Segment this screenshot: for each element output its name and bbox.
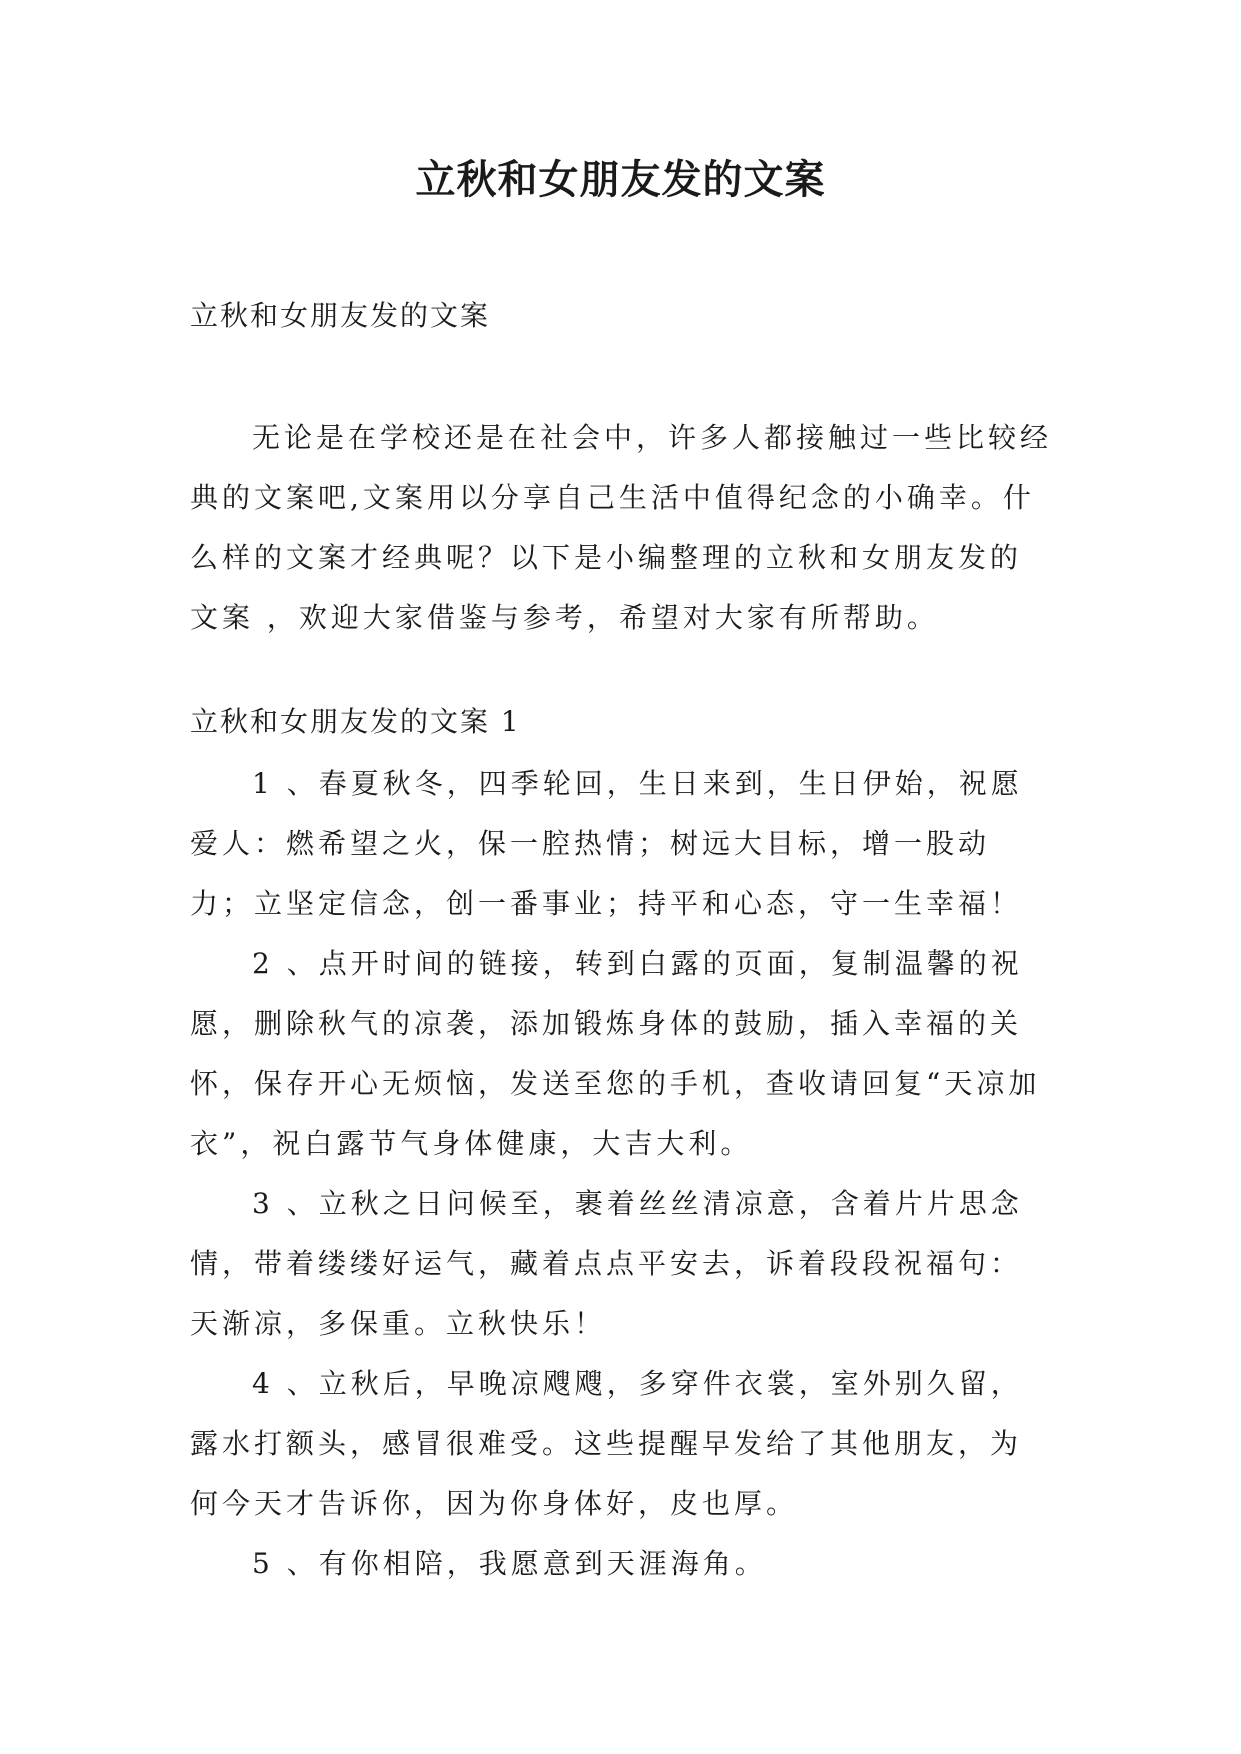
item-list [190, 754, 1052, 1594]
list-item: 1 、春夏秋冬，四季轮回，生日来到，生日伊始，祝愿爱人：燃希望之火，保一腔热情；树远大目标，增一股动力；立坚定信念，创一番事业；持平和心态，守一生幸福！ [190, 767, 1023, 920]
document-subtitle: 立秋和女朋友发的文案 [190, 299, 491, 332]
list-item: 3 、立秋之日问候至，裹着丝丝清凉意，含着片片思念情，带着缕缕好运气，藏着点点平安去，诉着段段祝福句：天渐凉，多保重。立秋快乐！ [190, 1187, 1023, 1340]
section-heading: 立秋和女朋友发的文案 1 [190, 705, 521, 738]
list-item: 5 、有你相陪，我愿意到天涯海角。 [252, 1547, 767, 1580]
intro-paragraph: 无论是在学校还是在社会中，许多人都接触过一些比较经典的文案吧,文案用以分享自己生活中值得纪念的小确幸。什么样的文案才经典呢？以下是小编整理的立秋和女朋友发的文案 ，欢迎大家借鉴与参考，希望对大家有所帮助。 [190, 421, 1053, 634]
list-item: 2 、点开时间的链接，转到白露的页面，复制温馨的祝愿，删除秋气的凉袭，添加锻炼身体的鼓励，插入幸福的关怀，保存开心无烦恼，发送至您的手机，查收请回复“天凉加衣”，祝白露节气身体健康，大吉大利。 [190, 947, 1041, 1160]
list-item: 4 、立秋后，早晚凉飕飕，多穿件衣裳，室外别久留，露水打额头，感冒很难受。这些提醒早发给了其他朋友，为何今天才告诉你，因为你身体好，皮也厚。 [190, 1367, 1023, 1520]
document-title: 立秋和女朋友发的文案 [415, 156, 826, 203]
